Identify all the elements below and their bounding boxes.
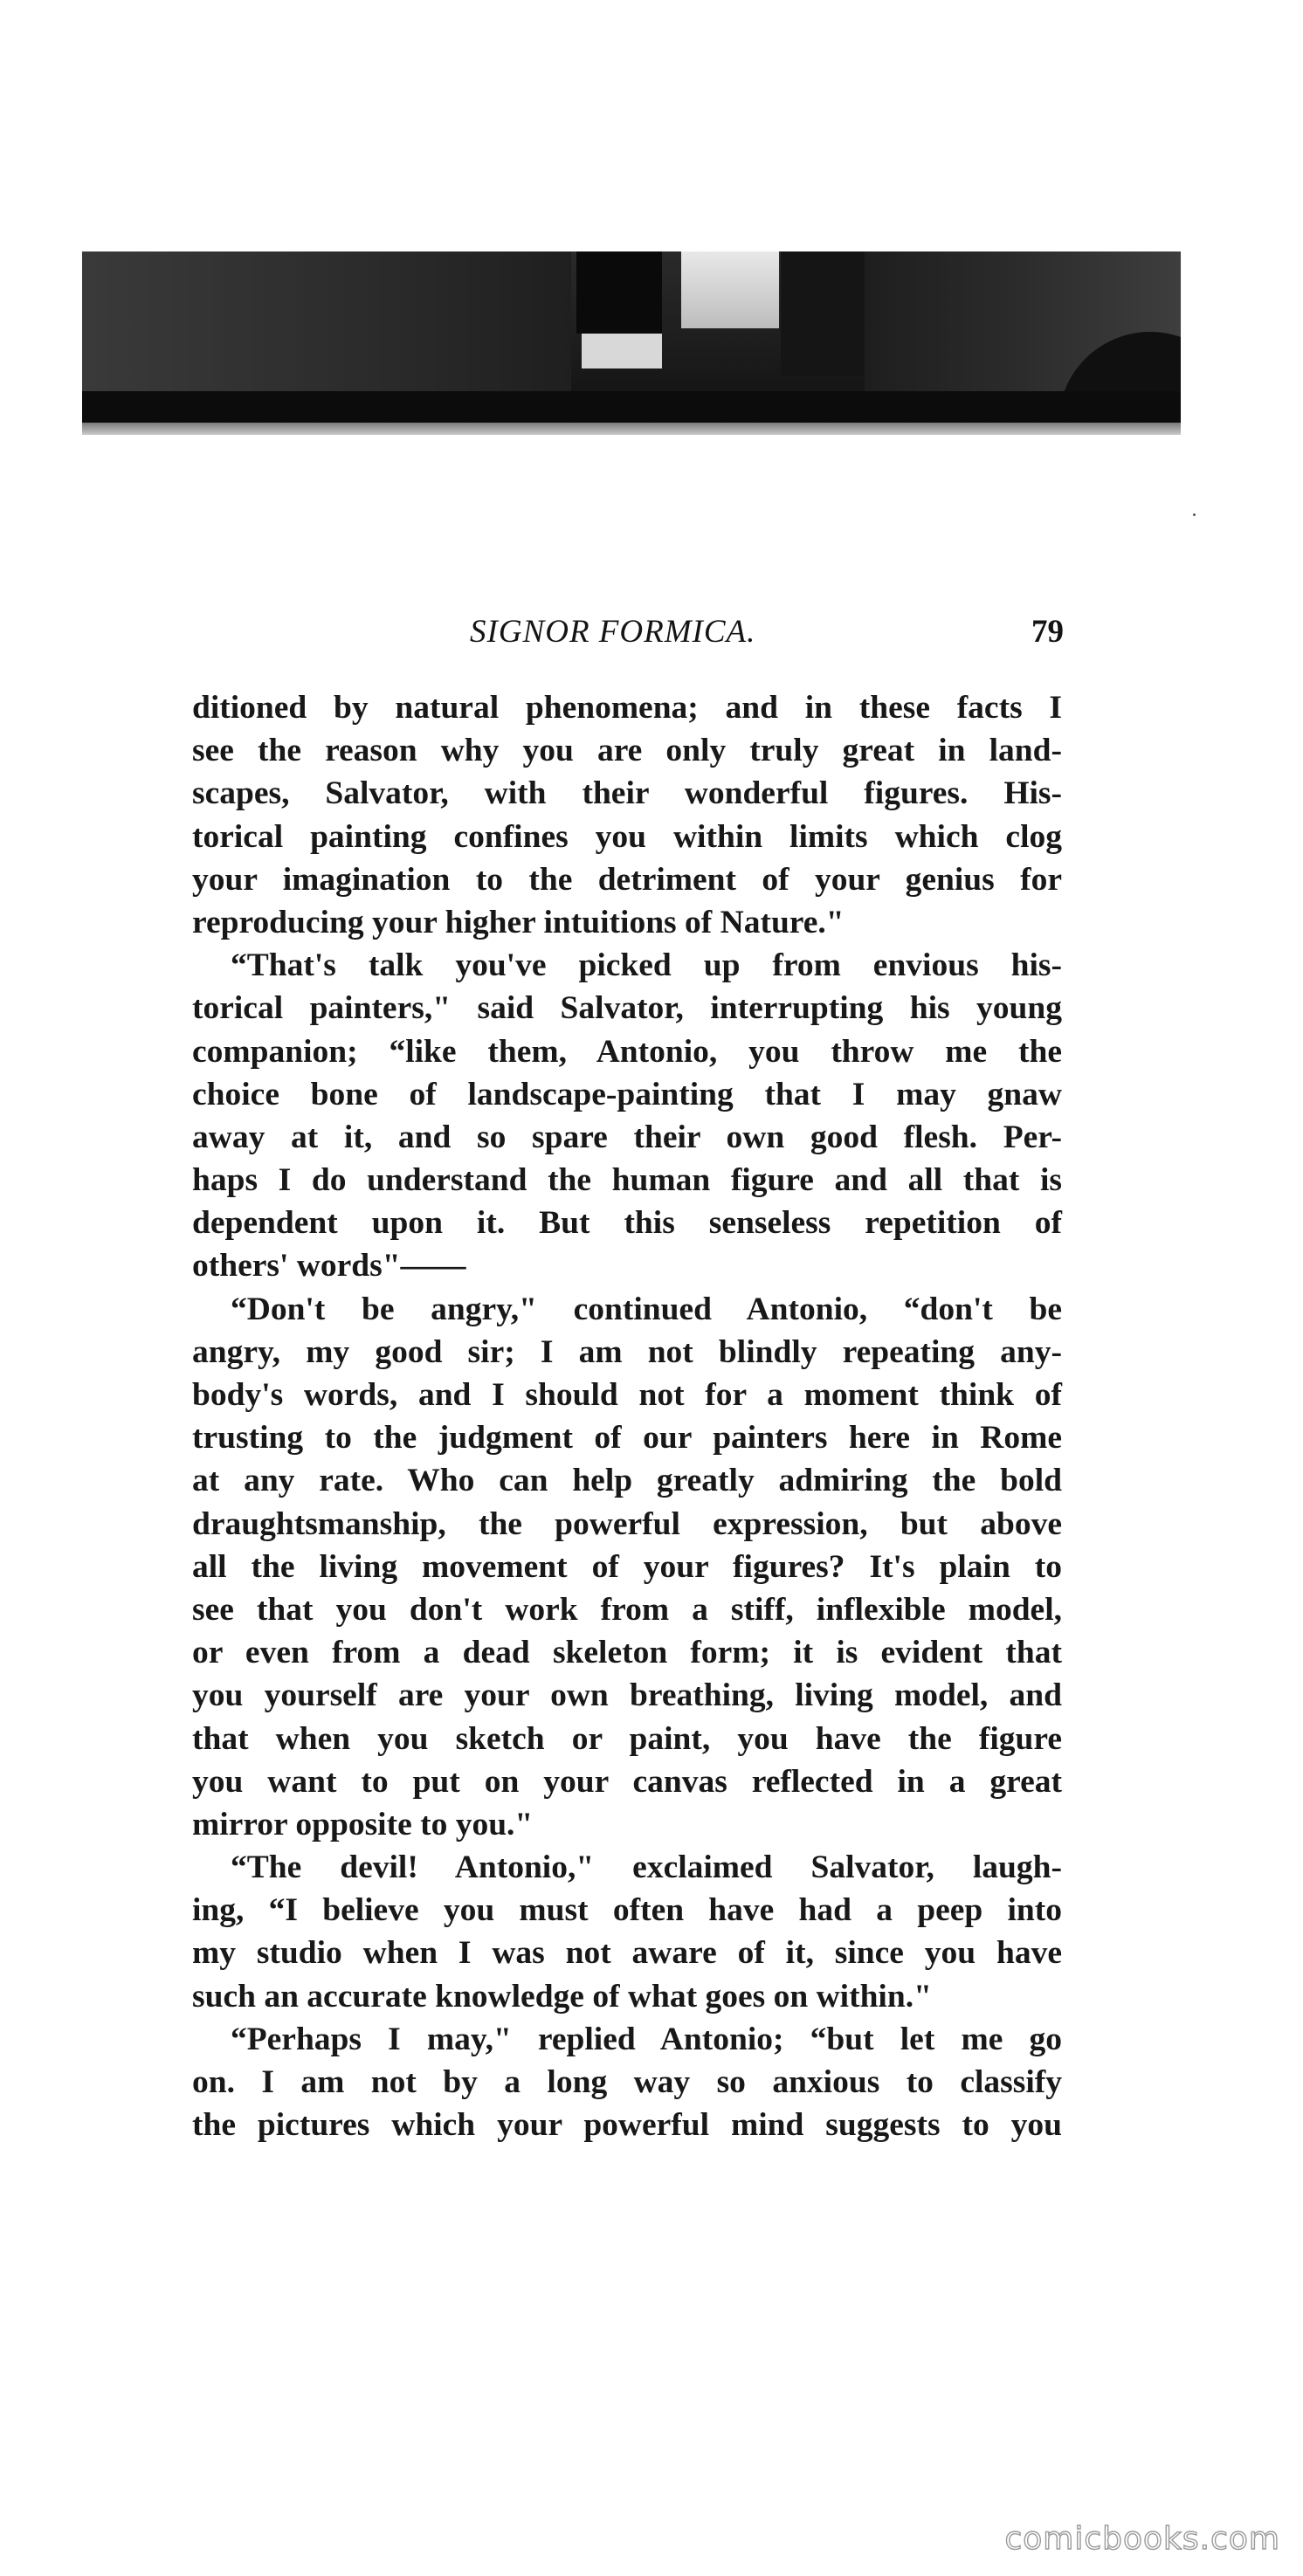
text-line: all the living movement of your figures? It's plain to <box>192 1548 1062 1585</box>
text-line: torical painting confines you within limits which clog <box>192 818 1062 855</box>
text-line: mirror opposite to you." <box>192 1806 534 1842</box>
text-line: you want to put on your canvas reflected in a great <box>192 1763 1062 1800</box>
text-line: the pictures which your powerful mind suggests to you <box>192 2107 1062 2144</box>
text-line: angry, my good sir; I am not blindly repeating any- <box>192 1333 1062 1370</box>
text-line: torical painters," said Salvator, interrupting his young <box>192 990 1062 1027</box>
photo-grey-edge <box>82 423 1181 435</box>
text-line: trusting to the judgment of our painters here in Rome <box>192 1420 1062 1457</box>
text-line: see that you don't work from a stiff, inflexible model, <box>192 1591 1062 1628</box>
text-line: companion; “like them, Antonio, you throw me the <box>192 1033 1062 1070</box>
text-line: on. I am not by a long way so anxious to classify <box>192 2064 1062 2100</box>
text-line: or even from a dead skeleton form; it is evident that <box>192 1635 1062 1671</box>
text-line: “That's talk you've picked up from envious his- <box>231 947 1062 984</box>
photo-dark-block <box>576 251 662 334</box>
text-line: your imagination to the detriment of your genius for <box>192 861 1062 898</box>
scan-speck <box>1193 513 1196 516</box>
text-line: dependent upon it. But this senseless repetition of <box>192 1205 1062 1242</box>
text-line: that when you sketch or paint, you have the figure <box>192 1720 1062 1757</box>
text-line: ditioned by natural phenomena; and in these facts I <box>192 690 1062 726</box>
text-line: my studio when I was not aware of it, since you have <box>192 1935 1062 1972</box>
text-line: you yourself are your own breathing, living model, and <box>192 1677 1062 1714</box>
photo-base-band <box>82 391 1181 423</box>
body-text <box>192 686 1062 2146</box>
photo-light-block <box>681 251 779 328</box>
text-line: see the reason why you are only truly great in land- <box>192 733 1062 769</box>
text-line: draughtsmanship, the powerful expression, but above <box>192 1505 1062 1542</box>
text-line: away at it, and so spare their own good flesh. Per- <box>192 1119 1062 1155</box>
text-line: “Perhaps I may," replied Antonio; “but let me go <box>231 2021 1062 2057</box>
text-line: choice bone of landscape-painting that I may gnaw <box>192 1076 1062 1112</box>
site-watermark: comicbooks.com <box>1004 2521 1280 2557</box>
running-title: SIGNOR FORMICA. <box>470 614 756 650</box>
text-line: scapes, Salvator, with their wonderful figures. His- <box>192 775 1062 812</box>
text-line: such an accurate knowledge of what goes on within." <box>192 1978 932 2015</box>
scanned-photo-band <box>82 251 1181 435</box>
text-line: body's words, and I should not for a moment think of <box>192 1377 1062 1413</box>
text-line: haps I do understand the human figure and all that is <box>192 1162 1062 1199</box>
running-header <box>190 613 1064 658</box>
text-line: “The devil! Antonio," exclaimed Salvator, laugh- <box>231 1849 1062 1886</box>
text-line: others' words"—— <box>192 1248 466 1285</box>
photo-mid-block <box>781 251 865 375</box>
text-line: at any rate. Who can help greatly admiring the bold <box>192 1463 1062 1499</box>
text-line: “Don't be angry," continued Antonio, “don't be <box>231 1291 1062 1327</box>
text-line: reproducing your higher intuitions of Nature." <box>192 904 845 940</box>
text-line: ing, “I believe you must often have had a peep into <box>192 1892 1062 1929</box>
photo-light-strip <box>582 334 662 368</box>
page-number: 79 <box>1031 614 1064 650</box>
